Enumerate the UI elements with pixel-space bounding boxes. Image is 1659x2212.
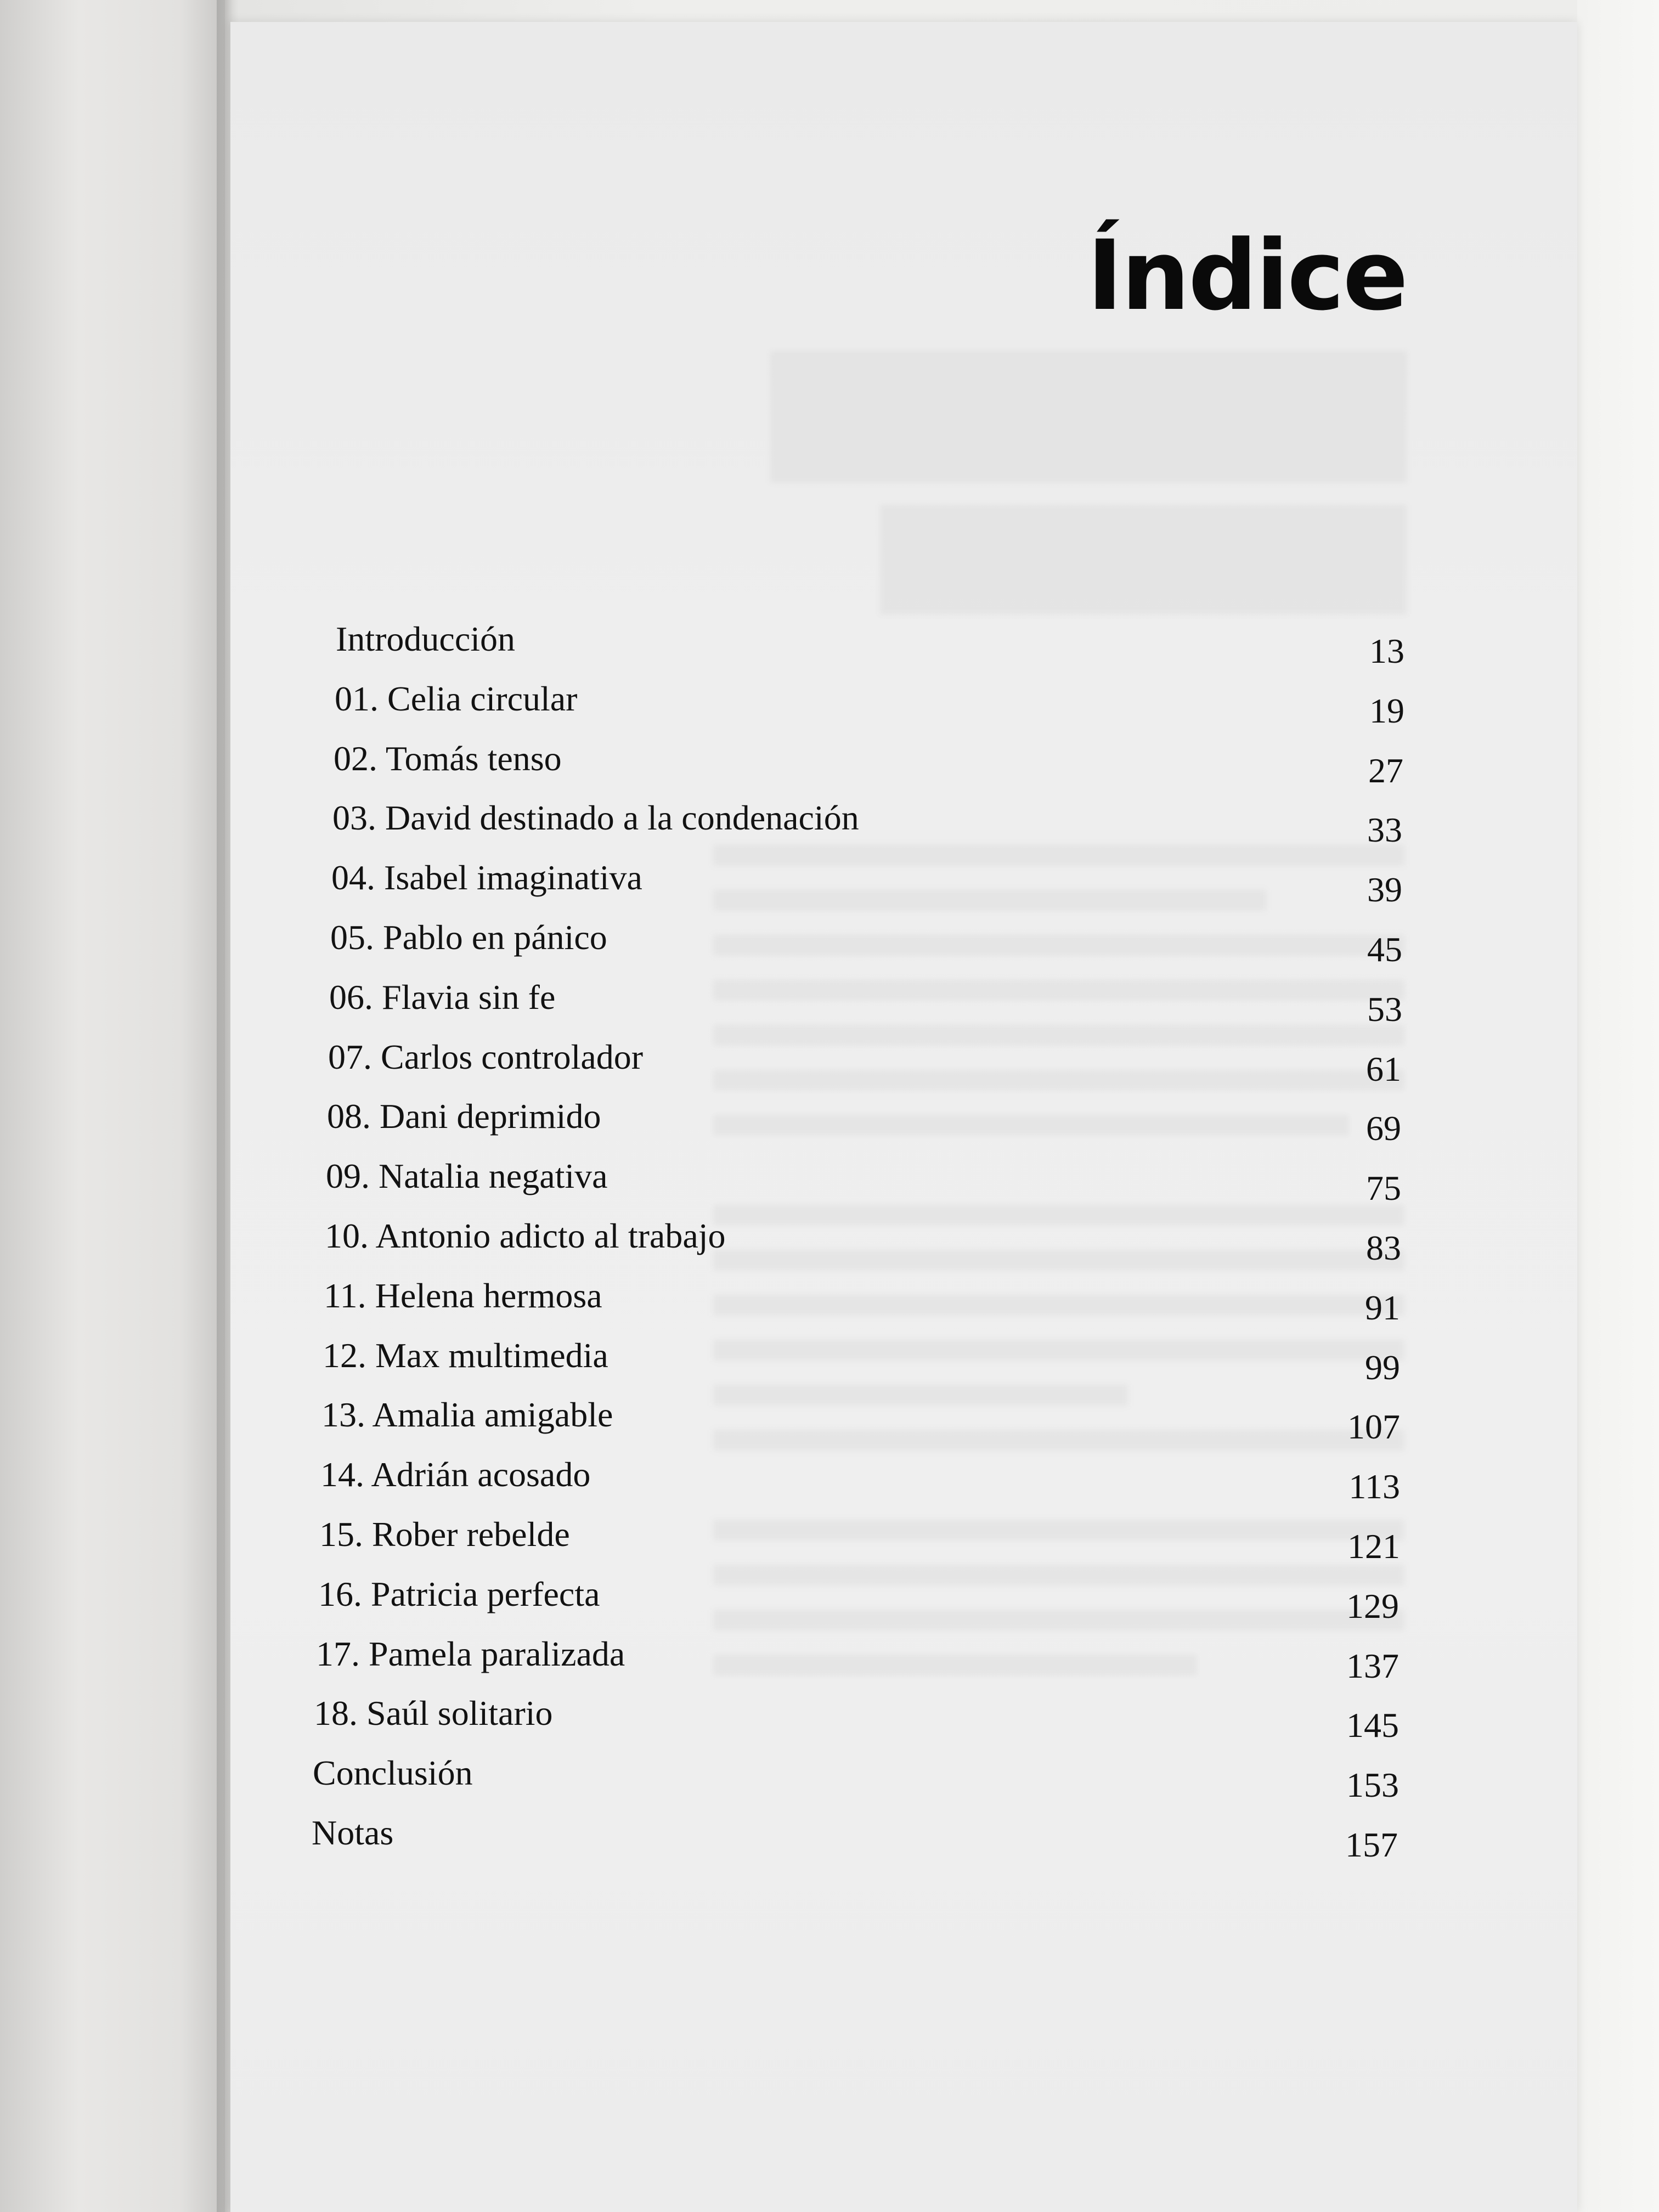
toc-label: Conclusión <box>313 1753 473 1793</box>
toc-label: 01. Celia circular <box>335 679 578 718</box>
toc-page-number: 45 <box>1367 929 1402 969</box>
toc-label: 07. Carlos controlador <box>328 1037 644 1076</box>
toc-page-number: 19 <box>1369 691 1404 730</box>
toc-page-number: 99 <box>1365 1347 1400 1387</box>
toc-entry <box>307 729 1404 788</box>
toc-entry <box>307 1504 1404 1564</box>
toc-entry <box>307 1206 1404 1266</box>
toc-entry <box>307 1266 1404 1325</box>
toc-entry <box>307 848 1404 910</box>
toc-entry <box>307 907 1404 967</box>
toc-page-number: 145 <box>1346 1706 1399 1745</box>
toc-entry <box>307 788 1404 848</box>
toc-label: 08. Dani deprimido <box>327 1097 601 1136</box>
toc-label: 03. David destinado a la condenación <box>332 798 859 838</box>
table-of-contents <box>307 609 1404 1863</box>
toc-page-number: 121 <box>1347 1526 1400 1566</box>
page-edge <box>1577 0 1659 2212</box>
toc-page-number: 157 <box>1345 1825 1398 1864</box>
toc-label: 02. Tomás tenso <box>334 738 562 778</box>
toc-page-number: 91 <box>1365 1288 1400 1327</box>
toc-page-number: 61 <box>1366 1049 1401 1088</box>
toc-page-number: 53 <box>1367 989 1402 1029</box>
toc-entry <box>307 1027 1404 1087</box>
toc-page-number: 83 <box>1366 1228 1401 1267</box>
toc-entry <box>307 1385 1404 1447</box>
toc-entry <box>307 1564 1404 1624</box>
toc-entry <box>307 1444 1404 1504</box>
toc-entry <box>307 669 1404 729</box>
toc-page-number: 75 <box>1366 1169 1401 1208</box>
left-page <box>0 0 225 2212</box>
toc-label: 09. Natalia negativa <box>326 1156 608 1196</box>
toc-label: Introducción <box>336 619 515 658</box>
toc-label: 12. Max multimedia <box>323 1335 608 1375</box>
toc-entry <box>307 1325 1404 1385</box>
toc-entry <box>307 609 1404 669</box>
page-title: Índice <box>1087 219 1407 332</box>
toc-label: 13. Amalia amigable <box>321 1395 613 1435</box>
toc-page-number: 33 <box>1367 810 1402 850</box>
toc-label: 17. Pamela paralizada <box>316 1634 625 1673</box>
toc-page-number: 137 <box>1346 1646 1399 1685</box>
toc-entry <box>307 1803 1404 1863</box>
toc-page-number: 13 <box>1369 631 1404 670</box>
toc-entry <box>307 1146 1404 1206</box>
toc-label: 05. Pablo en pánico <box>330 917 607 957</box>
toc-page-number: 107 <box>1347 1407 1400 1447</box>
toc-label: 06. Flavia sin fe <box>329 977 556 1017</box>
toc-entry <box>307 1683 1404 1743</box>
toc-page-number: 69 <box>1366 1109 1401 1148</box>
toc-label: 15. Rober rebelde <box>319 1514 570 1554</box>
toc-entry <box>307 967 1404 1027</box>
toc-entry <box>307 1743 1404 1803</box>
show-through-heading <box>770 351 1407 614</box>
toc-label: 11. Helena hermosa <box>324 1276 602 1315</box>
toc-page-number: 27 <box>1368 751 1403 790</box>
toc-label: Notas <box>312 1813 394 1852</box>
toc-page-number: 39 <box>1367 870 1402 910</box>
toc-label: 16. Patricia perfecta <box>318 1574 600 1613</box>
toc-label: 14. Adrián acosado <box>320 1455 591 1494</box>
toc-label: 10. Antonio adicto al trabajo <box>325 1216 726 1255</box>
toc-page-number: 113 <box>1348 1467 1400 1506</box>
toc-page-number: 129 <box>1346 1586 1399 1626</box>
toc-label: 18. Saúl solitario <box>314 1694 553 1733</box>
toc-label: 04. Isabel imaginativa <box>331 858 642 898</box>
toc-entry <box>307 1086 1404 1146</box>
toc-entry <box>307 1624 1404 1684</box>
toc-page-number: 153 <box>1346 1765 1399 1805</box>
